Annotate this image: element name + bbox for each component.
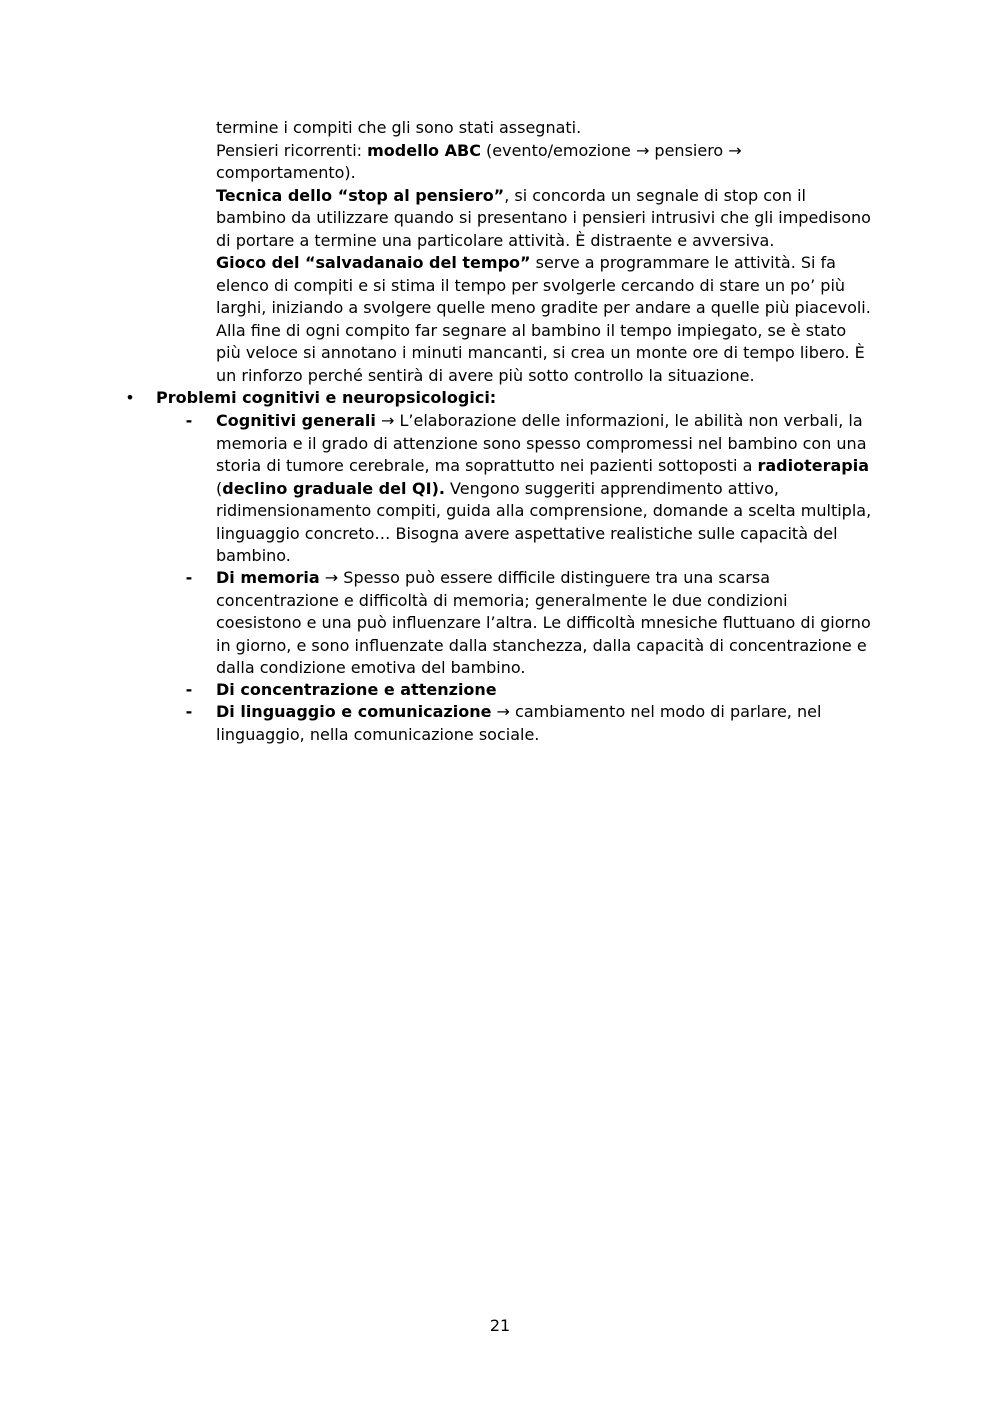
dash-marker: - [185,702,193,721]
text-line: storia di tumore cerebrale, ma soprattutto nei pazienti sottoposti a radioterapia [216,456,869,475]
list-item-concentrazione [216,679,916,702]
section-heading: Problemi cognitivi e neuropsicologici: [156,388,497,407]
text-line: di portare a termine una particolare attività. È distraente e avversiva. [216,230,775,250]
bold-term: Di linguaggio e comunicazione [216,702,492,721]
text-line: Di memoria → Spesso può essere difficile distinguere tra una scarsa [216,568,771,587]
text-line: ridimensionamento compiti, guida alla comprensione, domande a scelta multipla, [216,501,872,520]
text-line: più veloce si annotano i minuti mancanti, si crea un monte ore di tempo libero. È [216,343,865,362]
text-line: Pensieri ricorrenti: modello ABC (evento/emozione → pensiero → [216,140,742,160]
bold-term: Tecnica dello “stop al pensiero” [216,185,505,205]
bold-term: Di concentrazione e attenzione [216,680,497,699]
bold-term: radioterapia [757,456,869,475]
text-line: linguaggio concreto… Bisogna avere aspettative realistiche sulle capacità del [216,523,838,543]
list-item-cognitivi [216,410,916,568]
dash-marker: - [185,411,193,430]
list-item-memoria [216,567,916,680]
text-line: Tecnica dello “stop al pensiero”, si concorda un segnale di stop con il [216,185,806,205]
bold-term: Gioco del “salvadanaio del tempo” [216,253,531,272]
text-line: Alla fine di ogni compito far segnare al bambino il tempo impiegato, se è stato [216,320,847,340]
text-line: Di linguaggio e comunicazione → cambiamento nel modo di parlare, nel [216,702,822,721]
text-line: larghi, iniziando a svolgere quelle meno gradite per andare a quelle più piacevoli. [216,298,871,317]
intro-paragraph [216,117,916,387]
text-line: coesistono e una può influenzare l’altra. Le difficoltà mnesiche fluttuano di giorno [216,613,871,632]
text-line: bambino. [216,546,291,565]
bold-term: Cognitivi generali [216,411,376,430]
bold-term: declino graduale del QI). [222,478,445,498]
dash-marker: - [185,680,193,699]
bold-term: modello ABC [367,140,481,160]
bold-term: Di memoria [216,568,320,587]
list-item-linguaggio [216,701,916,746]
text-line: dalla condizione emotiva del bambino. [216,658,526,677]
text-line: (declino graduale del QI). Vengono suggeriti apprendimento attivo, [216,478,779,498]
bullet-marker: • [125,388,135,407]
text-line [216,679,916,702]
text-line: comportamento). [216,163,356,182]
text-line: termine i compiti che gli sono stati assegnati. [216,118,582,137]
text-line: un rinforzo perché sentirà di avere più sotto controllo la situazione. [216,365,755,385]
text-line: Cognitivi generali → L’elaborazione delle informazioni, le abilità non verbali, la [216,411,863,430]
page-number: 21 [489,1316,511,1335]
text-line: in giorno, e sono influenzate dalla stanchezza, dalla capacità di concentrazione e [216,635,867,655]
dash-marker: - [185,568,193,587]
text-line: concentrazione e difficoltà di memoria; generalmente le due condizioni [216,590,788,610]
text-line: linguaggio, nella comunicazione sociale. [216,724,540,744]
text-line: memoria e il grado di attenzione sono spesso compromessi nel bambino con una [216,433,867,453]
text-line: Gioco del “salvadanaio del tempo” serve a programmare le attività. Si fa [216,253,836,272]
text-line: bambino da utilizzare quando si presentano i pensieri intrusivi che gli impedisono [216,208,871,227]
text-line: elenco di compiti e si stima il tempo per svolgerle cercando di stare un po’ più [216,275,846,295]
